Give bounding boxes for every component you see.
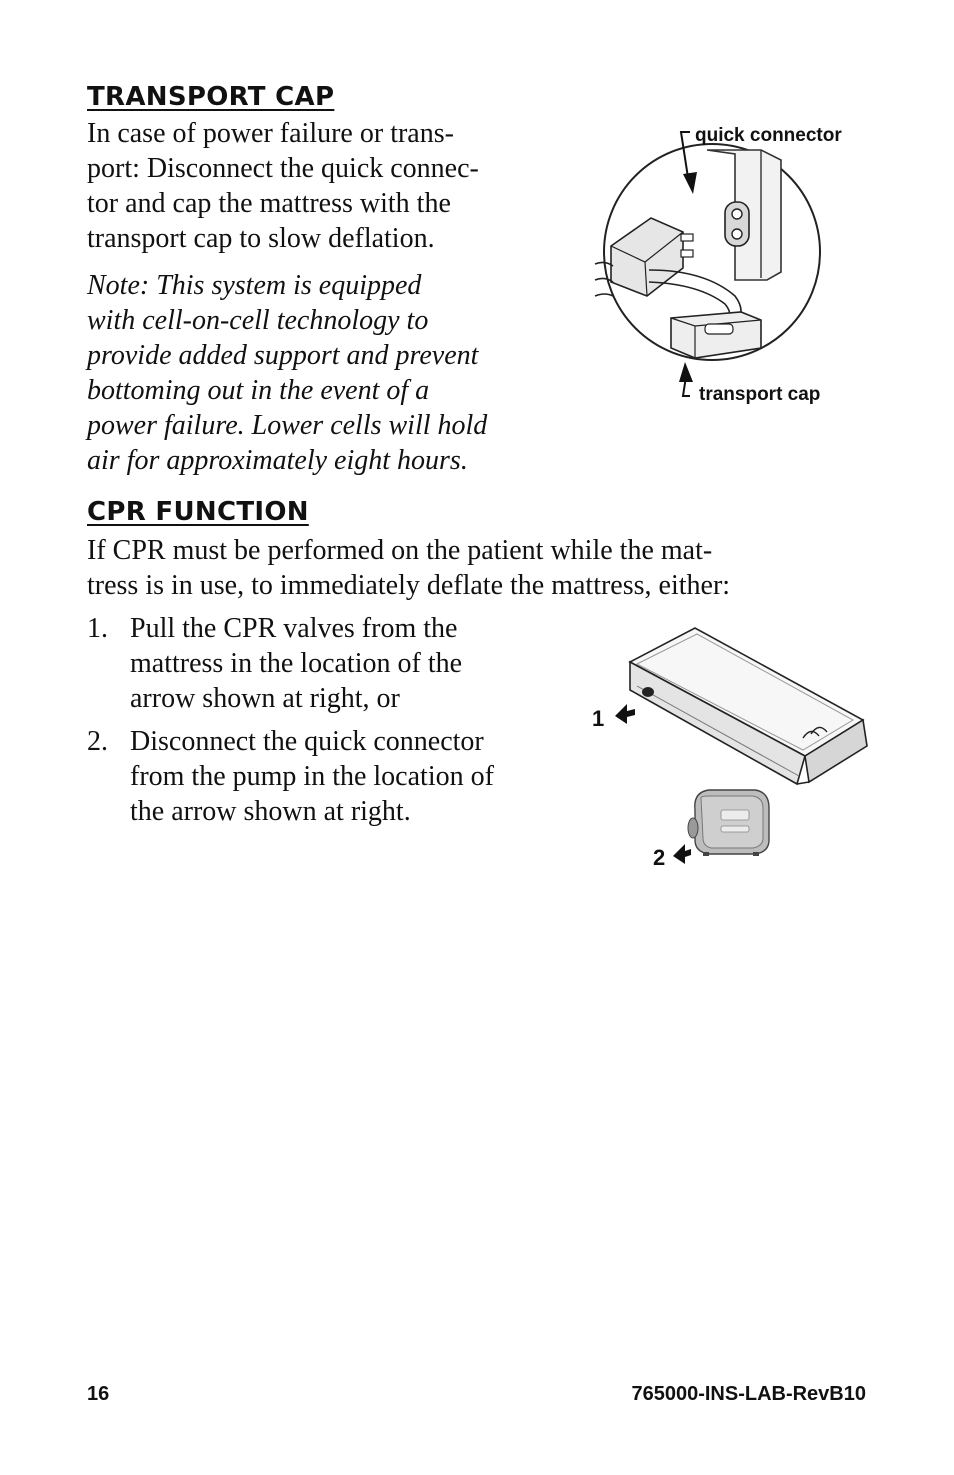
body-line: transport cap to slow deflation. — [87, 223, 435, 254]
transport-cap-figure — [585, 120, 885, 420]
cpr-figure — [585, 620, 885, 875]
step-line: arrow shown at right, or — [130, 683, 400, 714]
step-line: Pull the CPR valves from the — [130, 613, 458, 644]
transport-cap-body — [87, 118, 479, 258]
step-line: the arrow shown at right. — [130, 796, 411, 827]
intro-line: If CPR must be performed on the patient while the mat- — [87, 535, 713, 566]
body-line: tor and cap the mattress with the — [87, 188, 451, 219]
transport-cap-heading: TRANSPORT CAP — [87, 82, 335, 112]
transport-cap-note — [87, 270, 487, 480]
cpr-step-list — [87, 613, 567, 831]
quick-connector-illustration — [585, 120, 885, 420]
transport-cap-label: transport cap — [699, 384, 821, 405]
marker-1: 1 — [592, 706, 605, 731]
note-line: Note: This system is equipped — [87, 270, 422, 301]
cpr-step-2 — [87, 726, 567, 831]
body-line: In case of power failure or trans- — [87, 118, 454, 149]
document-id: 765000-INS-LAB-RevB10 — [631, 1383, 866, 1405]
note-line: air for approximately eight hours. — [87, 445, 468, 476]
step-line: from the pump in the location of — [130, 761, 494, 792]
step-line: mattress in the location of the — [130, 648, 463, 679]
note-line: power failure. Lower cells will hold — [87, 410, 488, 441]
body-line: port: Disconnect the quick connec- — [87, 153, 479, 184]
cpr-intro — [87, 535, 730, 605]
cpr-function-heading: CPR FUNCTION — [87, 497, 309, 527]
intro-line: tress is in use, to immediately deflate the mattress, either: — [87, 570, 731, 601]
page-number: 16 — [87, 1383, 110, 1405]
marker-2: 2 — [653, 845, 666, 870]
mattress-and-pump-illustration — [585, 620, 885, 875]
note-line: provide added support and prevent — [87, 340, 479, 371]
step-number: 2. — [87, 726, 108, 757]
quick-connector-label: quick connector — [695, 125, 842, 146]
cpr-step-1 — [87, 613, 567, 718]
note-line: bottoming out in the event of a — [87, 375, 430, 406]
step-number: 1. — [87, 613, 108, 644]
step-line: Disconnect the quick connector — [130, 726, 484, 757]
note-line: with cell-on-cell technology to — [87, 305, 429, 336]
